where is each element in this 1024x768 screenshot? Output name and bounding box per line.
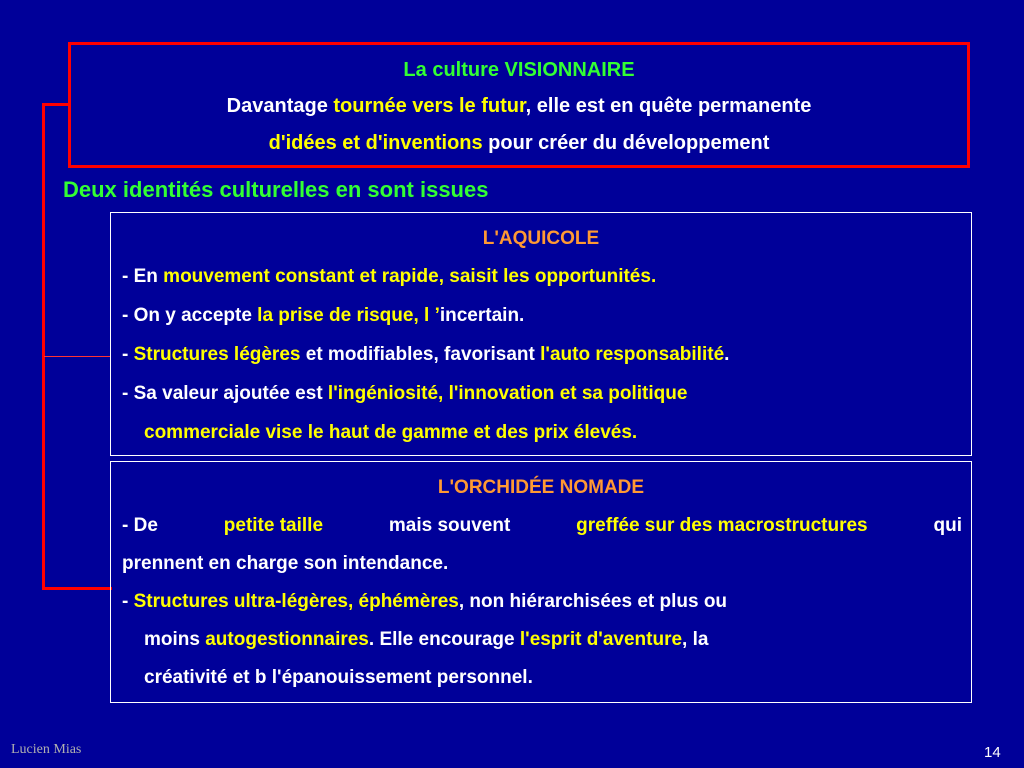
connector-line-top <box>42 103 70 106</box>
orchidee-box <box>110 461 972 703</box>
visionary-line-3: d'idées et d'inventions pour créer du développement <box>268 132 770 154</box>
aquicole-line-3: - Structures légères et modifiables, favorisant l'auto responsabilité. <box>122 344 730 365</box>
subtitle: Deux identités culturelles en sont issues <box>63 177 489 202</box>
connector-line-vertical <box>42 103 45 589</box>
connector-line-bottom <box>42 587 112 590</box>
aquicole-line-1: - En mouvement constant et rapide, saisit les opportunités. <box>122 266 657 287</box>
visionary-culture-box <box>68 42 970 168</box>
aquicole-title: L'AQUICOLE <box>482 228 600 249</box>
visionary-line-2: Davantage tournée vers le futur, elle est en quête permanente <box>226 95 812 117</box>
page-number: 14 <box>984 744 1001 761</box>
aquicole-line-4: - Sa valeur ajoutée est l'ingéniosité, l'innovation et sa politique <box>122 383 688 404</box>
orchidee-line-4: moins autogestionnaires. Elle encourage l'esprit d'aventure, la <box>144 629 709 650</box>
orchidee-title: L'ORCHIDÉE NOMADE <box>437 477 645 498</box>
orchidee-line-3: - Structures ultra-légères, éphémères, non hiérarchisées et plus ou <box>122 591 728 612</box>
connector-line-middle <box>44 356 111 357</box>
aquicole-line-5: commerciale vise le haut de gamme et des prix élevés. <box>144 422 638 443</box>
aquicole-box <box>110 212 972 456</box>
orchidee-line-5: créativité et b l'épanouissement personnel. <box>144 667 533 688</box>
orchidee-line-1: - De petite taille mais souvent greffée sur des macrostructures qui <box>122 515 962 536</box>
aquicole-line-2: - On y accepte la prise de risque, l ’incertain. <box>122 305 525 326</box>
footer-author: Lucien Mias <box>11 742 82 757</box>
orchidee-line-2: prennent en charge son intendance. <box>122 553 449 574</box>
visionary-title: La culture VISIONNAIRE <box>403 59 635 81</box>
